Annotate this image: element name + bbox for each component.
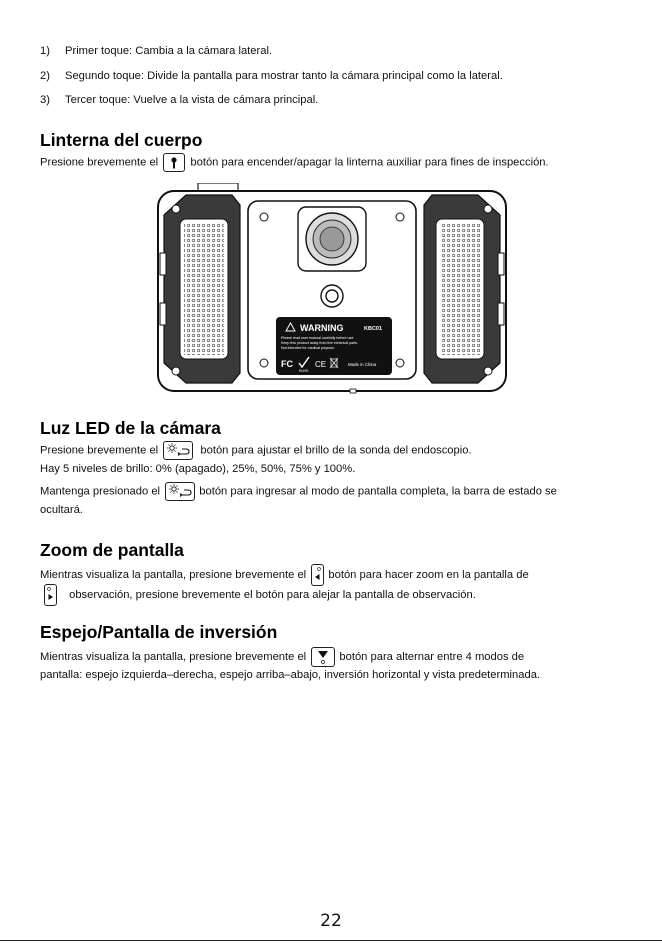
brightness-return-icon (163, 441, 193, 460)
luz-text-line2: Hay 5 niveles de brillo: 0% (apagado), 25%, 50%, 75% y 100%. (40, 463, 356, 475)
luz-line3-pre: Mantenga presionado el (40, 485, 161, 498)
section-title-zoom: Zoom de pantalla (40, 540, 184, 560)
luz-line3-post: botón para ingresar al modo de pantalla completa, la barra de estado se (199, 485, 557, 498)
flashlight-icon (163, 153, 185, 172)
device-back-illustration (156, 183, 508, 395)
espejo-line1-pre: Mientras visualiza la pantalla, presione brevemente el (40, 650, 307, 663)
section-title-luz: Luz LED de la cámara (40, 418, 221, 438)
luz-text-line4: ocultará. (40, 504, 83, 516)
section-title-espejo: Espejo/Pantalla de inversión (40, 622, 278, 642)
list-item: Tercer toque: Vuelve a la vista de cámara principal. (65, 94, 319, 106)
section-title-linterna: Linterna del cuerpo (40, 130, 203, 150)
fcc-mark: FC (281, 359, 293, 369)
zoom-out-right-arrow-icon (44, 584, 57, 606)
warning-line: Please read user manual carefully before use. (281, 336, 355, 340)
linterna-text (40, 153, 549, 172)
zoom-line2-text: observación, presione brevemente el botón para alejar la pantalla de observación. (69, 588, 476, 601)
zoom-text-line2 (44, 584, 476, 606)
list-item: Primer toque: Cambia a la cámara lateral. (65, 45, 273, 57)
model-label: KBC01 (364, 326, 383, 332)
zoom-in-left-arrow-icon (311, 564, 324, 586)
list-number: 1) (40, 45, 50, 57)
warning-title: WARNING (300, 323, 344, 333)
luz-text-line3 (40, 482, 557, 501)
zoom-line1-pre: Mientras visualiza la pantalla, presione brevemente el (40, 568, 307, 581)
list-number: 3) (40, 94, 50, 106)
espejo-text-line1 (40, 647, 524, 667)
luz-line1-post: botón para ajustar el brillo de la sonda del endoscopio. (200, 444, 472, 457)
list-item: Segundo toque: Divide la pantalla para mostrar tanto la cámara principal como la lateral. (65, 70, 503, 82)
luz-text-line1 (40, 441, 472, 460)
footer-divider (0, 940, 662, 941)
page-number: 22 (320, 911, 342, 931)
rohs-mark: RoHS (299, 369, 309, 373)
warning-line: Not intended for medical purpose. (281, 346, 335, 350)
zoom-line1-post: botón para hacer zoom en la pantalla de (328, 568, 529, 581)
warning-line: Keep this product away from live electrical parts. (281, 341, 359, 345)
zoom-text-line1 (40, 564, 529, 586)
down-arrow-mirror-icon (311, 647, 335, 667)
made-in-label: Made in China (348, 362, 377, 367)
ce-mark: CE (315, 360, 327, 369)
brightness-return-icon (165, 482, 195, 501)
espejo-line1-post: botón para alternar entre 4 modos de (339, 650, 525, 663)
espejo-text-line2: pantalla: espejo izquierda–derecha, espejo arriba–abajo, inversión horizontal y vista predeterminada. (40, 669, 541, 681)
luz-line1-pre: Presione brevemente el (40, 444, 159, 457)
linterna-text-post: botón para encender/apagar la linterna auxiliar para fines de inspección. (190, 156, 549, 169)
list-number: 2) (40, 70, 50, 82)
linterna-text-pre: Presione brevemente el (40, 156, 159, 169)
